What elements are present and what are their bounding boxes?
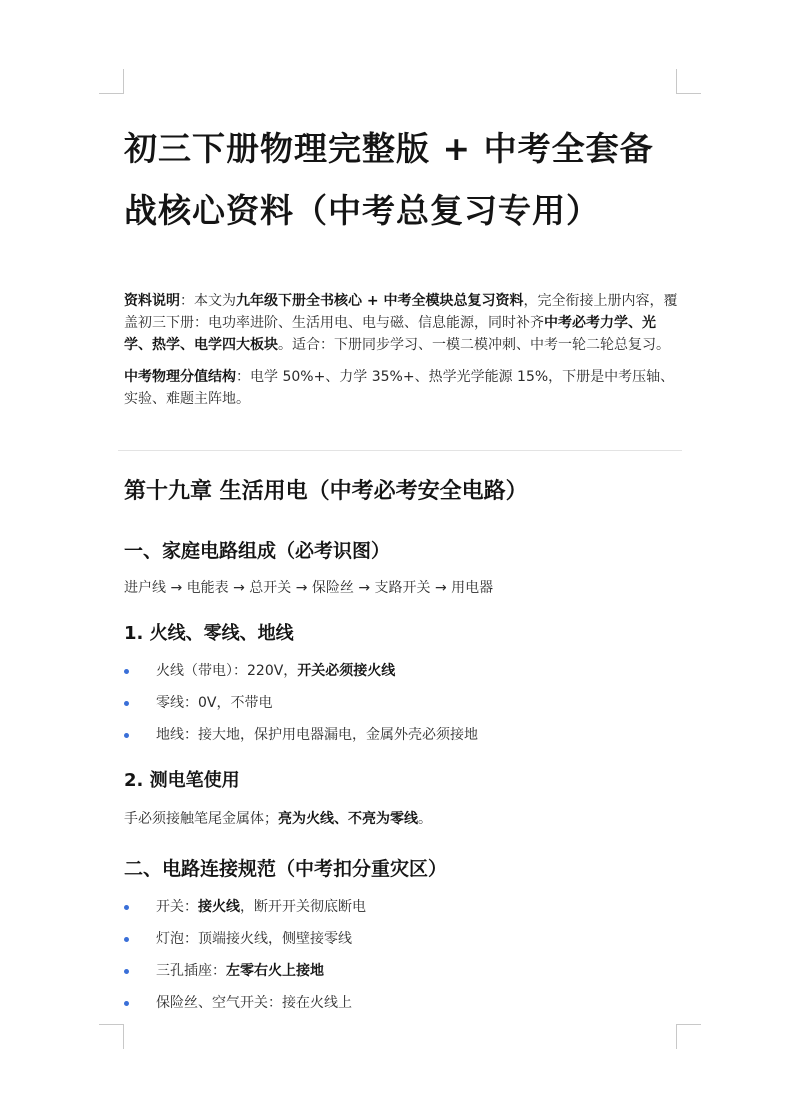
bullet-icon [124,969,129,974]
bullet-icon [124,1001,129,1006]
list-item [124,692,680,724]
list-item [124,960,680,992]
bullet-icon [124,669,129,674]
score-text: 电学 50%+、力学 35%+、热学光学能源 15%，下册是中考压轴、实验、难题主阵地。 [124,369,675,407]
chapter-heading-block [124,477,680,507]
document-title [124,118,680,242]
item-text: 开关： [156,899,198,915]
body-text: 。 [418,811,432,827]
bullet-icon [124,733,129,738]
title-line: 初三下册物理完整版 + 中考全套备 [124,129,654,168]
intro-bold: 中考必考力学、光学、热学、电学四大板块 [124,315,656,353]
title-line: 战核心资料（中考总复习专用） [124,191,600,230]
item-text: 火线（带电）：220V， [156,663,298,679]
subsection-heading: 1. 火线、零线、地线 [124,623,294,644]
intro-paragraph [124,290,680,356]
list-item [124,928,680,960]
item-text: 地线：接大地，保护用电器漏电，金属外壳必须接地 [156,727,478,743]
list-item [124,992,680,1024]
subsection-1 [124,621,680,756]
item-bold: 左零右火上接地 [226,963,324,979]
section-heading: 二、电路连接规范（中考扣分重灾区） [124,858,448,880]
item-text: 零线：0V，不带电 [156,695,273,711]
page-corner-mark [99,69,124,94]
chapter-heading: 第十九章 生活用电（中考必考安全电路） [124,479,528,504]
bullet-icon [124,937,129,942]
section-heading: 一、家庭电路组成（必考识图） [124,540,391,562]
subsection-heading: 2. 测电笔使用 [124,770,240,791]
list-item [124,724,680,756]
wire-list [124,660,680,756]
section-2 [124,855,680,1024]
item-bold: 开关必须接火线 [297,663,396,679]
intro-text: 本文为 [194,293,236,309]
page-corner-mark [676,1024,701,1049]
wiring-rules-list [124,896,680,1024]
test-pen-text [124,808,680,830]
score-label: 中考物理分值结构 [124,369,236,385]
bullet-icon [124,701,129,706]
item-text: 三孔插座： [156,963,226,979]
item-bold: 接火线 [198,899,240,915]
subsection-2 [124,768,680,830]
page-corner-mark [676,69,701,94]
circuit-flow-text: 进户线 → 电能表 → 总开关 → 保险丝 → 支路开关 → 用电器 [124,580,494,596]
page-corner-mark [99,1024,124,1049]
intro-label: 资料说明 [124,293,180,309]
document-header [124,118,680,410]
section-divider [118,450,682,451]
bullet-icon [124,905,129,910]
list-item [124,896,680,928]
body-bold: 亮为火线、不亮为零线 [278,811,418,827]
item-text: 保险丝、空气开关：接在火线上 [156,995,352,1011]
colon: ： [180,293,194,309]
intro-text: 。适合：下册同步学习、一模二模冲刺、中考一轮二轮总复习。 [278,337,670,353]
intro-bold: 九年级下册全书核心 + 中考全模块总复习资料 [236,293,524,309]
score-paragraph [124,366,680,410]
body-text: 手必须接触笔尾金属体； [124,811,278,827]
section-1 [124,537,680,599]
intro-text: ，完全衔接上册内容，覆盖初三下册：电功率进阶、生活用电、电与磁、信息能源，同时补齐 [124,293,678,331]
colon: ： [236,369,250,385]
list-item [124,660,680,692]
item-text: 灯泡：顶端接火线，侧壁接零线 [156,931,352,947]
item-text: ，断开开关彻底断电 [240,899,366,915]
